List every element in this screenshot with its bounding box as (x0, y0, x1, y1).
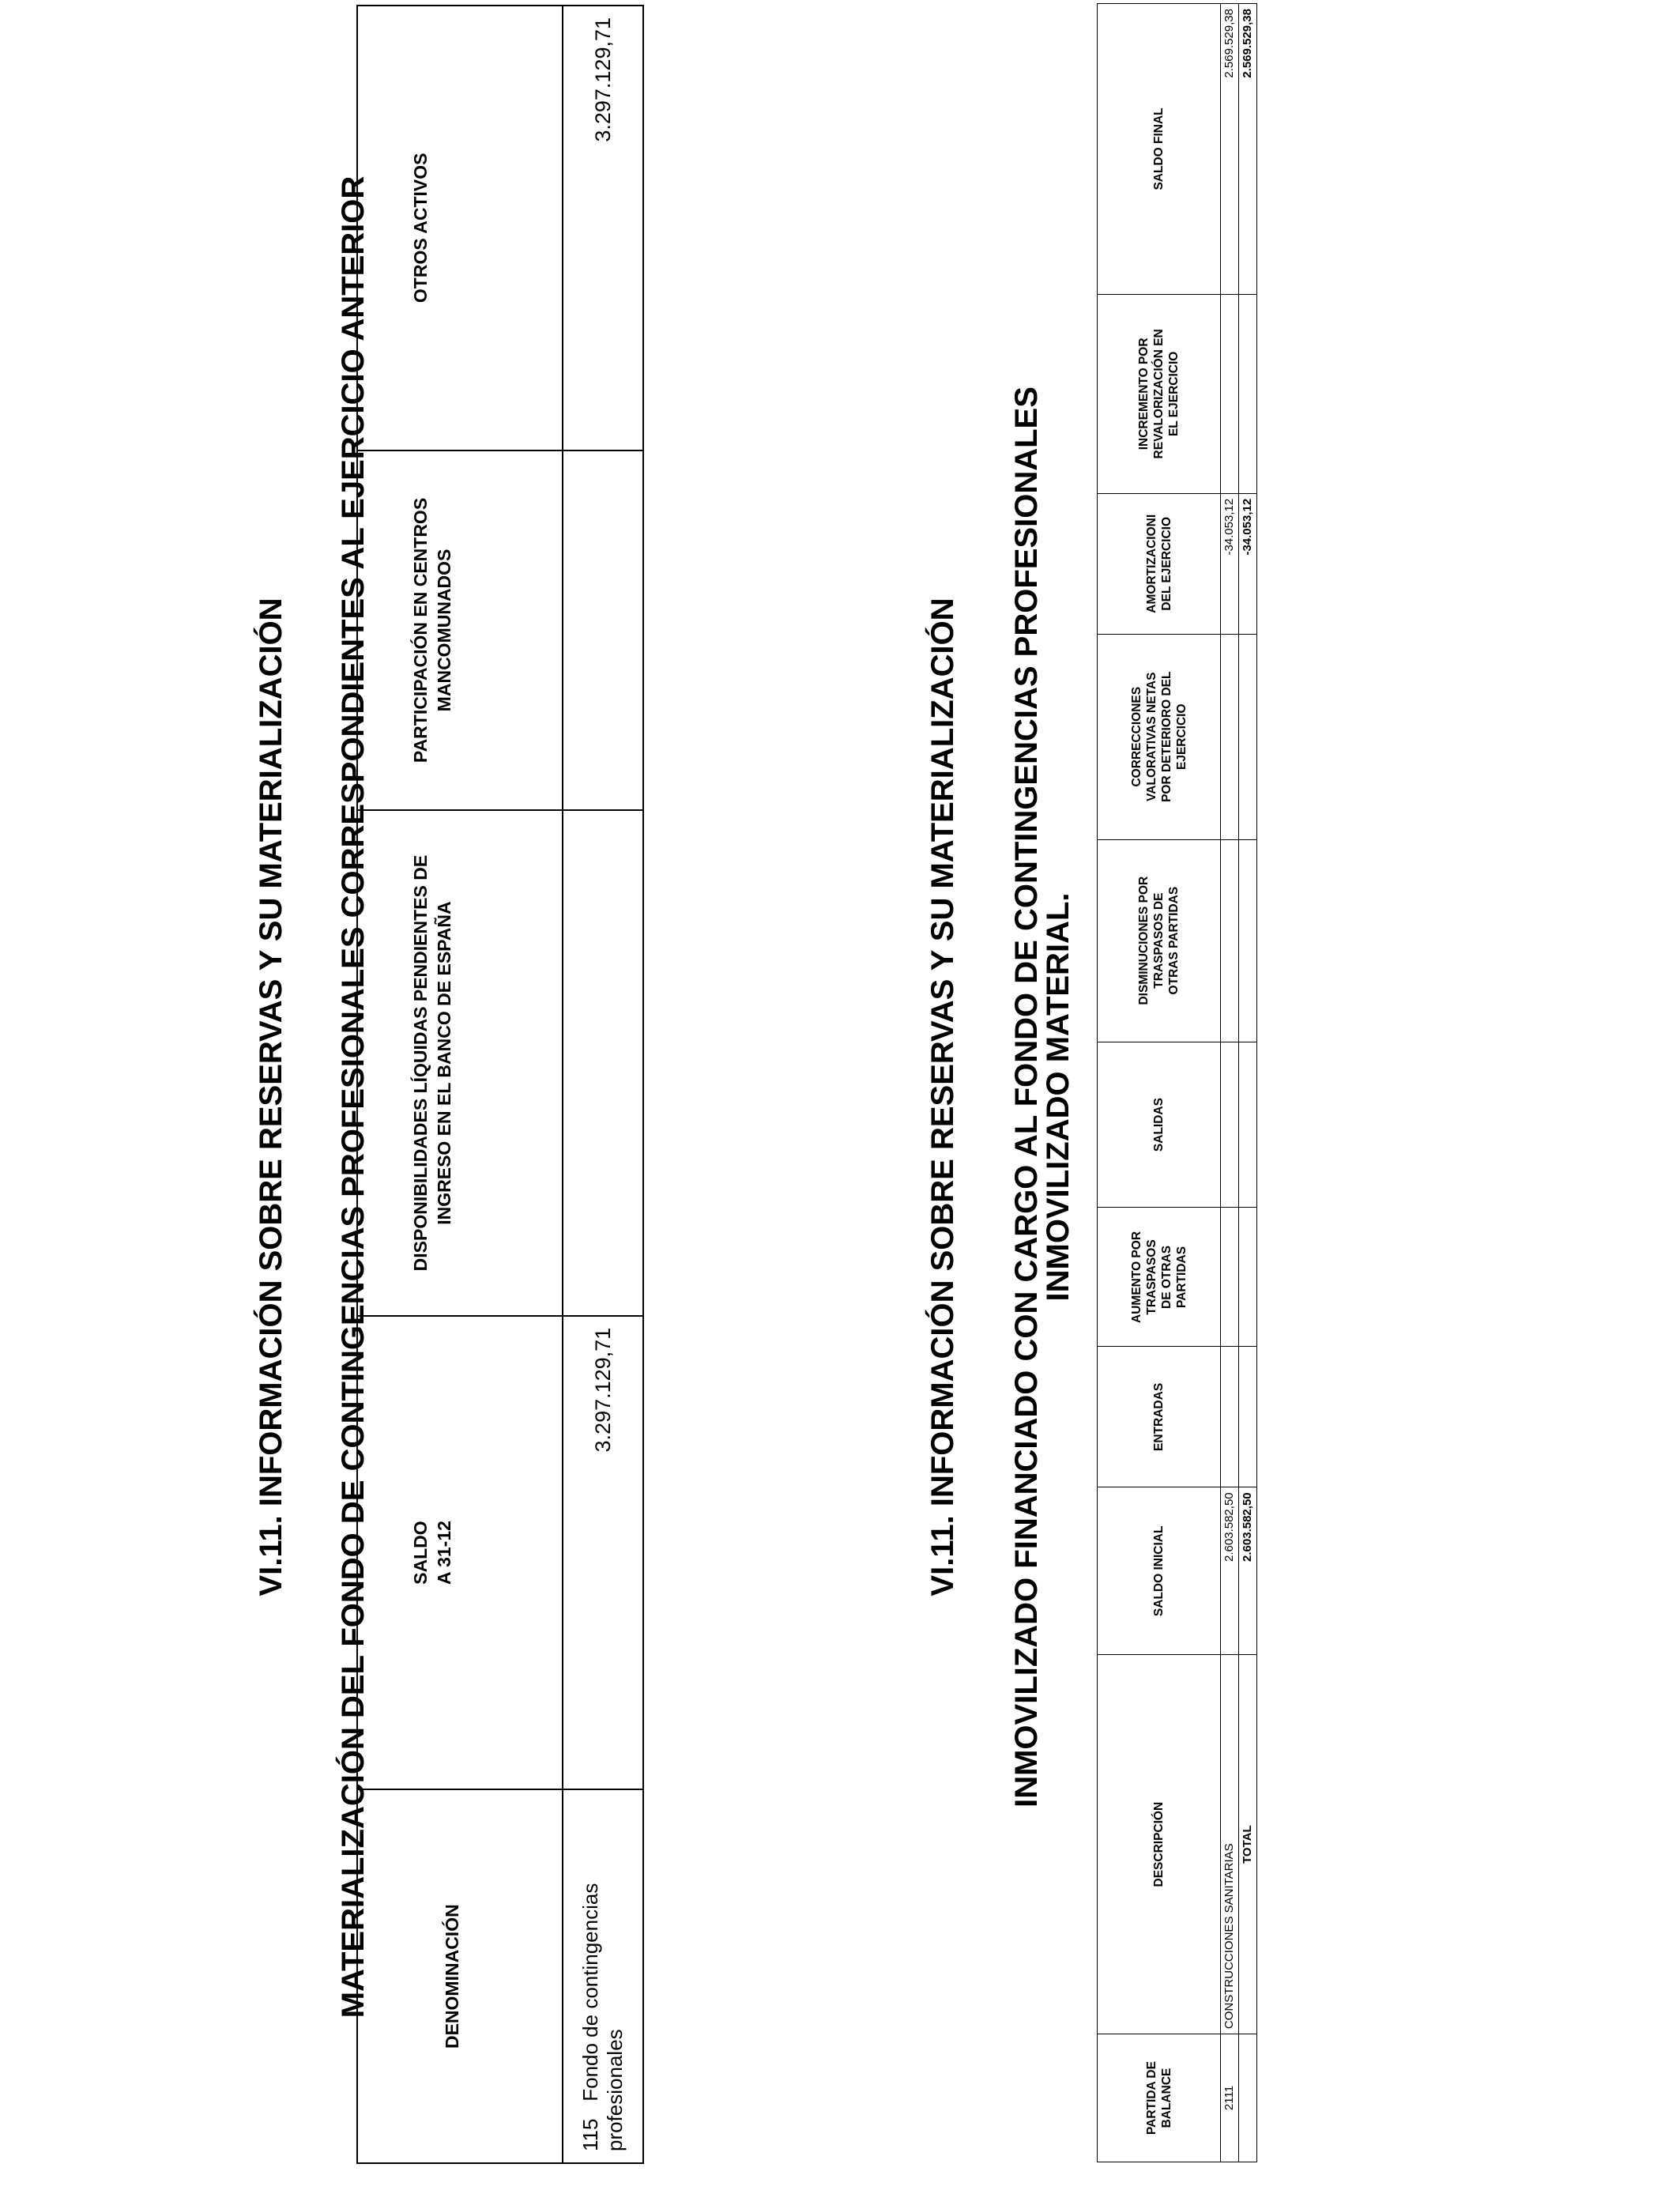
header-amortizacion: AMORTIZACIONI DEL EJERCICIO (1098, 493, 1221, 634)
cell-saldo-inicial: 2.603.582,50 (1221, 1487, 1239, 1655)
header-partida: PARTIDA DE BALANCE (1098, 2034, 1221, 2162)
cell-otros-activos: 3.297.129,71 (563, 6, 643, 450)
cell-partida: 2111 (1221, 2034, 1239, 2162)
table-row (563, 6, 643, 2163)
cell-total-empty (1239, 2034, 1257, 2162)
section2-subtitle-line1: INMOVILIZADO FINANCIADO CON CARGO AL FONDO DE CONTINGENCIAS PROFESIONALES (1009, 386, 1044, 1808)
cell-denominacion (563, 1789, 643, 2163)
section1-subtitle: MATERIALIZACIÓN DEL FONDO DE CONTINGENCIAS PROFESIONALES CORRESPONDIENTES AL EJERCICIO ANTERIOR (336, 175, 371, 2019)
cell-total-amortizacion: -34.053,12 (1239, 493, 1257, 634)
reserves-materialization-table (356, 5, 644, 2164)
cell-total-aumento (1239, 1208, 1257, 1347)
section2-title: VI.11. INFORMACIÓN SOBRE RESERVAS Y SU MATERIALIZACIÓN (925, 598, 960, 1596)
cell-disponibilidades (563, 810, 643, 1316)
header-disponibilidades: DISPONIBILIDADES LÍQUIDAS PENDIENTES DE INGRESO EN EL BANCO DE ESPAÑA (357, 810, 563, 1316)
header-otros-activos: OTROS ACTIVOS (357, 6, 563, 450)
total-row (1239, 4, 1257, 2162)
header-incremento: INCREMENTO POR REVALORIZACIÓN EN EL EJERCICIO (1098, 294, 1221, 493)
cell-total-disminuciones (1239, 839, 1257, 1042)
cell-entradas (1221, 1347, 1239, 1487)
cell-saldo-final: 2.569.529,38 (1221, 4, 1239, 295)
cell-total-incremento (1239, 294, 1257, 493)
header-salidas: SALIDAS (1098, 1042, 1221, 1208)
header-correcciones: CORRECCIONES VALORATIVAS NETAS POR DETERIORO DEL EJERCICIO (1098, 634, 1221, 839)
section1-title: VI.11. INFORMACIÓN SOBRE RESERVAS Y SU MATERIALIZACIÓN (254, 598, 288, 1596)
table-header-row (1098, 4, 1221, 2162)
cell-total-label: TOTAL (1239, 1655, 1257, 2034)
header-denominacion: DENOMINACIÓN (357, 1789, 563, 2163)
table-row (1221, 4, 1239, 2162)
cell-total-correcciones (1239, 634, 1257, 839)
cell-amortizacion: -34.053,12 (1221, 493, 1239, 634)
cell-total-saldo-final: 2.569.529,38 (1239, 4, 1257, 295)
fixed-assets-table (1097, 3, 1257, 2162)
cell-descripcion: CONSTRUCCIONES SANITARIAS (1221, 1655, 1239, 2034)
cell-incremento (1221, 294, 1239, 493)
header-disminuciones: DISMINUCIONES POR TRASPASOS DE OTRAS PARTIDAS (1098, 839, 1221, 1042)
table-header-row (357, 6, 563, 2163)
row-code: 115 (578, 2118, 602, 2151)
cell-total-entradas (1239, 1347, 1257, 1487)
cell-total-salidas (1239, 1042, 1257, 1208)
header-descripcion: DESCRIPCIÓN (1098, 1655, 1221, 2034)
header-saldo-final: SALDO FINAL (1098, 4, 1221, 295)
cell-total-saldo-inicial: 2.603.582,50 (1239, 1487, 1257, 1655)
cell-saldo: 3.297.129,71 (563, 1316, 643, 1790)
cell-participacion (563, 450, 643, 811)
header-saldo: SALDO A 31-12 (357, 1316, 563, 1790)
header-entradas: ENTRADAS (1098, 1347, 1221, 1487)
section2-subtitle-line2: INMOVILIZADO MATERIAL. (1041, 892, 1075, 1302)
cell-disminuciones (1221, 839, 1239, 1042)
header-saldo-inicial: SALDO INICIAL (1098, 1487, 1221, 1655)
cell-correcciones (1221, 634, 1239, 839)
cell-aumento (1221, 1208, 1239, 1347)
row-denominacion: Fondo de contingencias profesionales (578, 1883, 627, 2151)
header-aumento: AUMENTO POR TRASPASOS DE OTRAS PARTIDAS (1098, 1208, 1221, 1347)
cell-salidas (1221, 1042, 1239, 1208)
header-participacion: PARTICIPACIÓN EN CENTROS MANCOMUNADOS (357, 450, 563, 811)
